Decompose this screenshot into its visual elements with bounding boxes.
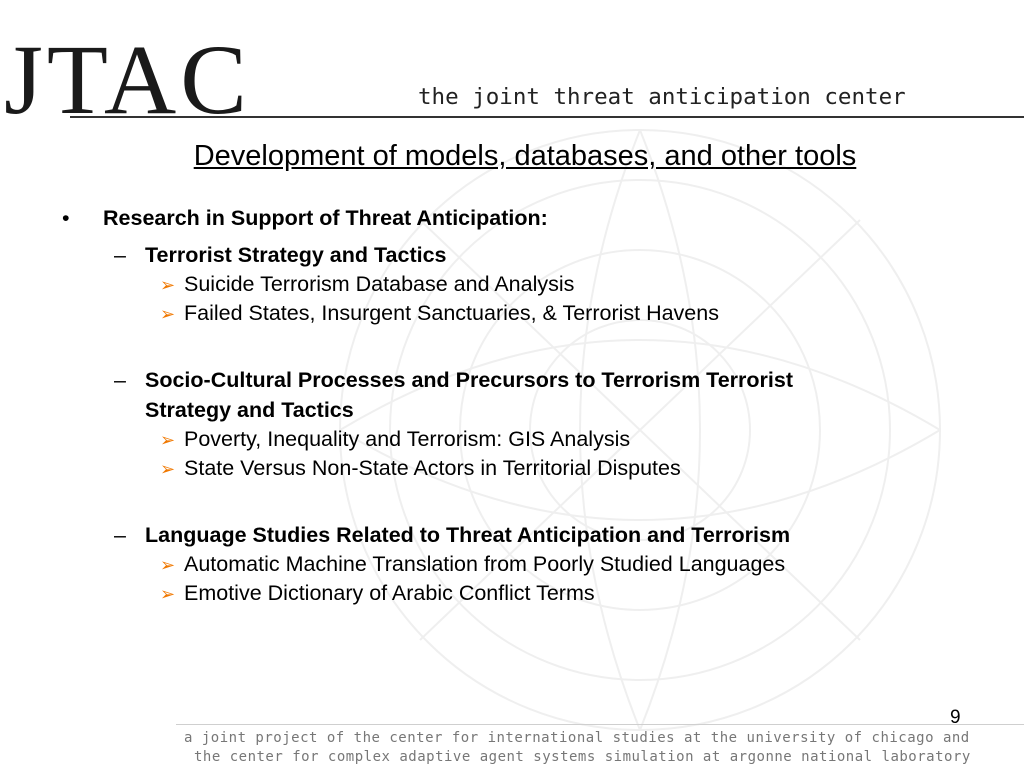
footer-divider — [176, 724, 1024, 725]
list-item: Suicide Terrorism Database and Analysis — [184, 272, 575, 296]
slide-title: Development of models, databases, and other tools — [193, 140, 857, 172]
arrow-bullet-icon: ➢ — [160, 459, 176, 479]
header-divider — [70, 116, 1024, 118]
list-item: State Versus Non-State Actors in Territorial Disputes — [184, 456, 681, 480]
header-tagline: the joint threat anticipation center — [418, 84, 906, 110]
list-item: Automatic Machine Translation from Poorly Studied Languages — [184, 552, 786, 576]
dash-icon: – — [114, 368, 126, 392]
arrow-bullet-icon: ➢ — [160, 304, 176, 324]
dash-icon: – — [114, 243, 126, 267]
arrow-bullet-icon: ➢ — [160, 275, 176, 295]
dash-icon: – — [114, 523, 126, 547]
list-item: Failed States, Insurgent Sanctuaries, & Terrorist Havens — [184, 301, 719, 325]
section-heading: Socio-Cultural Processes and Precursors to Terrorism Terrorist — [145, 368, 793, 392]
arrow-bullet-icon: ➢ — [160, 555, 176, 575]
arrow-bullet-icon: ➢ — [160, 584, 176, 604]
list-item: Emotive Dictionary of Arabic Conflict Terms — [184, 581, 595, 605]
section-heading-continued: Strategy and Tactics — [145, 398, 354, 422]
footer-line-2: the center for complex adaptive agent systems simulation at argonne national laboratory — [194, 749, 971, 765]
bullet-icon: • — [62, 206, 70, 230]
page-number: 9 — [950, 707, 961, 728]
arrow-bullet-icon: ➢ — [160, 430, 176, 450]
list-item: Poverty, Inequality and Terrorism: GIS Analysis — [184, 427, 631, 451]
footer-line-1: a joint project of the center for international studies at the university of chicago and — [184, 730, 970, 746]
section-heading: Terrorist Strategy and Tactics — [145, 243, 447, 267]
level1-heading: Research in Support of Threat Anticipation: — [103, 206, 548, 230]
jtac-logo: JTAC — [4, 24, 251, 135]
section-heading: Language Studies Related to Threat Anticipation and Terrorism — [145, 523, 791, 547]
